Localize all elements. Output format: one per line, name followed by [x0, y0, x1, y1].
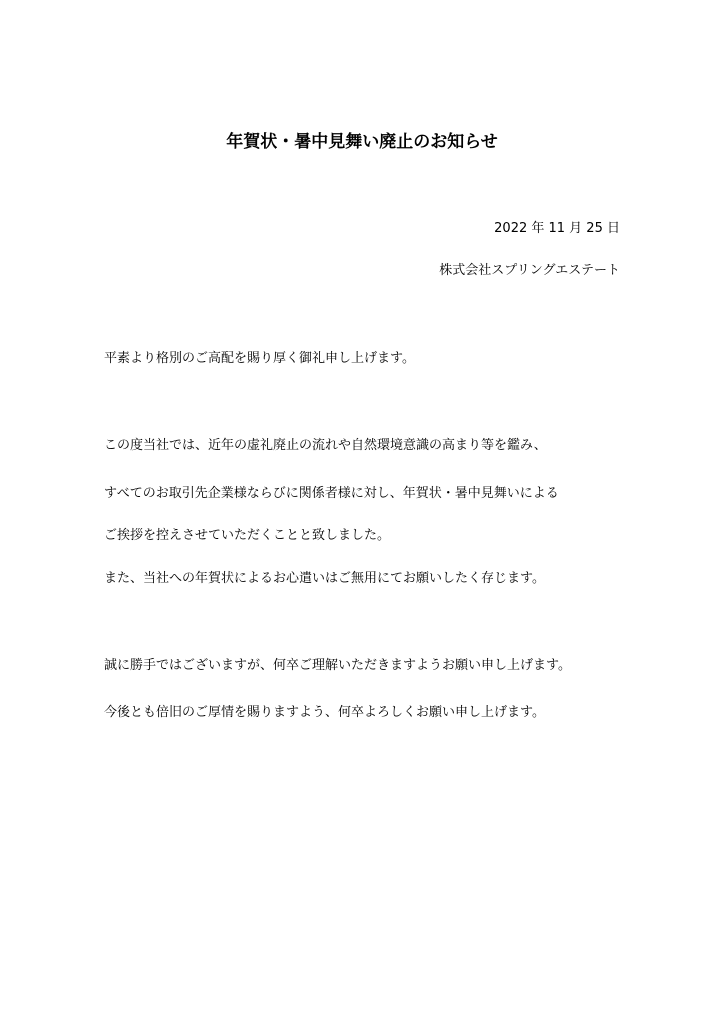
company-name: 株式会社スプリングエステート — [439, 263, 620, 278]
paragraph1-line-3: ご挨拶を控えさせていただくことと致しました。 — [104, 528, 391, 543]
issue-date: 2022 年 11 月 25 日 — [494, 221, 620, 236]
paragraph1-line-2: すべてのお取引先企業様ならびに関係者様に対し、年賀状・暑中見舞いによる — [104, 486, 559, 501]
paragraph1-line-1: この度当社では、近年の虚礼廃止の流れや自然環境意識の高まり等を鑑み、 — [104, 438, 547, 453]
document-title: 年賀状・暑中見舞い廃止のお知らせ — [226, 132, 498, 152]
greeting-line: 平素より格別のご高配を賜り厚く御礼申し上げます。 — [104, 351, 415, 366]
paragraph2-line-2: 今後とも倍旧のご厚情を賜りますよう、何卒よろしくお願い申し上げます。 — [104, 705, 545, 720]
paragraph2-line-1: 誠に勝手ではございますが、何卒ご理解いただきますようお願い申し上げます。 — [104, 658, 571, 673]
paragraph1-line-4: また、当社への年賀状によるお心遣いはご無用にてお願いしたく存じます。 — [104, 571, 545, 586]
